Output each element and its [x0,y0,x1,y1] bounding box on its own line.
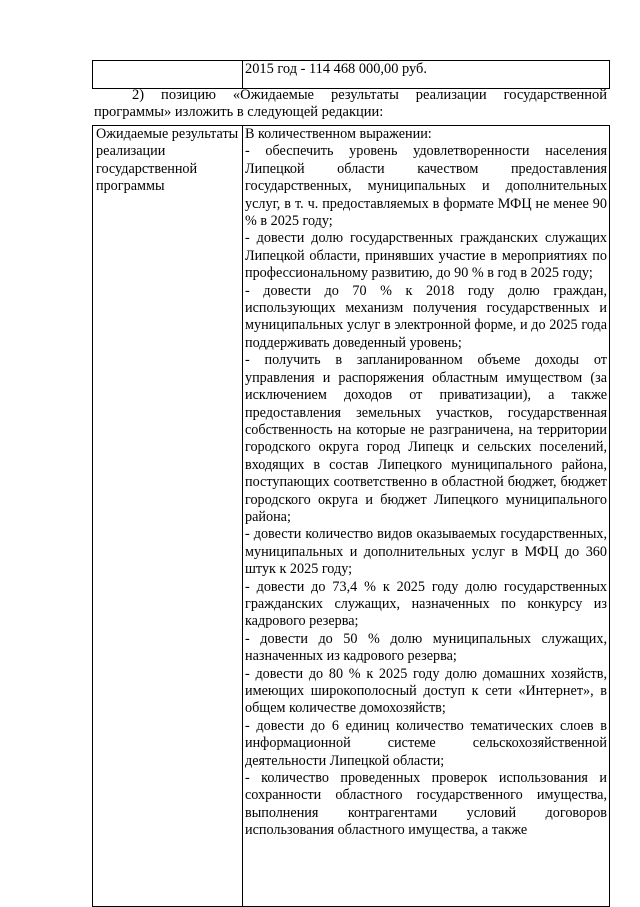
expected-results-label: Ожидаемые результаты реализации государственной программы [96,126,239,195]
result-item: - количество проведенных проверок использования и сохранности областного государственного имущества, выполнения контрагентами условий договоров использования областного имущества, а также [245,770,607,839]
budget-row-value-cell: 2015 год - 114 468 000,00 руб. [243,61,610,89]
result-item: - довести долю государственных гражданских служащих Липецкой области, принявших участие в мероприятиях по профессиональному развитию, до 90 % в год в 2025 году; [245,230,607,282]
expected-results-table [92,125,610,907]
amendment-intro-text: 2) позицию «Ожидаемые результаты реализации государственной программы» изложить в следующей редакции: [94,87,607,120]
budget-row-table [92,60,610,89]
result-item: - довести до 6 единиц количество тематических слоев в информационной системе сельскохозяйственной деятельности Липецкой области; [245,717,607,769]
result-item: - довести до 70 % к 2018 году долю граждан, использующих механизм получения государственных и муниципальных услуг в электронной форме, и до 2025 года поддерживать доведенный уровень; [245,282,607,351]
quantitative-heading: В количественном выражении: [245,126,432,142]
expected-results-content-cell [243,126,610,907]
budget-row-label-cell [93,61,243,89]
result-item: - обеспечить уровень удовлетворенности населения Липецкой области качеством предоставления государственных, муниципальных и дополнительных услуг, в т. ч. предоставляемых в формате МФЦ не менее 90 % в 2025 году; [245,143,607,230]
amendment-intro-paragraph [94,87,607,120]
expected-results-label-cell [93,126,243,907]
result-item: - довести до 80 % к 2025 году долю домашних хозяйств, имеющих широкополосный доступ к сети «Интернет», в общем количестве домохозяйств; [245,665,607,717]
result-item: - довести до 50 % долю муниципальных служащих, назначенных из кадрового резерва; [245,630,607,665]
result-item: - довести количество видов оказываемых государственных, муниципальных и дополнительных услуг в МФЦ до 360 штук к 2025 году; [245,526,607,578]
result-item: - получить в запланированном объеме доходы от управления и распоряжения областным имуществом (за исключением доходов от приватизации), а также предоставления земельных участков, государственная собственность на которые не разграничена, на территории городского округа город Липецк и сельских поселений, входящих в состав Липецкого муниципального района, поступающих соответственно в областной бюджет, бюджет городского округа и бюджет Липецкого муниципального района; [245,352,607,525]
result-item: - довести до 73,4 % к 2025 году долю государственных гражданских служащих, назначенных по конкурсу из кадрового резерва; [245,578,607,630]
